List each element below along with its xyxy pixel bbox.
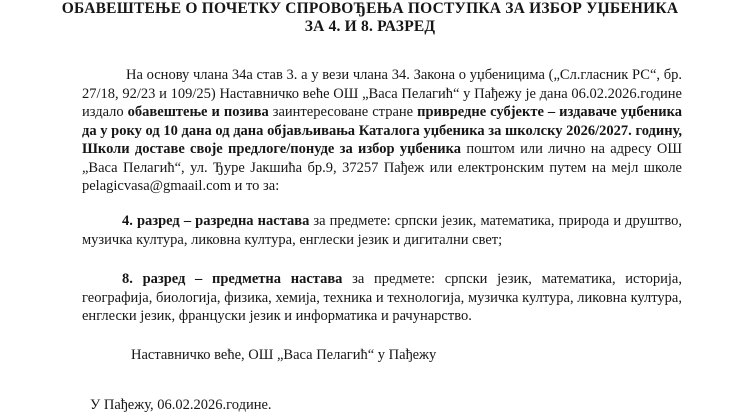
grade4-paragraph (82, 212, 682, 249)
grade8-paragraph (82, 270, 682, 326)
grade8-subjects: за предмете: српски језик, математика, историја, географија, биологија, физика, хемија, техника и технологија, музичка култура, ликовна култура, енглески језик, француски језик и информатика и рачунарство. (82, 271, 682, 324)
grade4-heading: 4. разред – разредна настава (122, 213, 310, 229)
intro-bold-2: привредне субјекте – издаваче уџбеника да у року од 10 дана од дана објављивања Каталога уџбеника за школску 2026/2027. годину, (82, 104, 682, 139)
document-title-line1: ОБАВЕШТЕЊЕ О ПОЧЕТКУ СПРОВОЂЕЊА ПОСТУПКА ЗА ИЗБОР УЏБЕНИКА (61, 0, 679, 17)
intro-text-4: поштом или лично на адресу ОШ „Васа Пелагић“, ул. Ђуре Јакшића бр.9, 37257 Пађеж или електронским путем на мејл школе pelagicvasa@gmaail.com и то за: (82, 141, 682, 194)
grade4-subjects: за предмете: српски језик, математика, природа и друштво, музичка култура, ликовна култура, енглески језик и дигитални свет; (82, 213, 682, 248)
intro-text-2: заинтересоване стране (268, 104, 418, 120)
intro-bold-1: обавештење и позива (127, 104, 269, 120)
signature-line: Наставничко веће, ОШ „Васа Пелагић“ у Пађежу (131, 347, 437, 363)
intro-bold-3: Школи доставе своје предлоге/понуде за избор уџбеника (82, 141, 462, 157)
intro-paragraph (82, 66, 682, 196)
intro-text-1: На основу члана 34а став 3. а у вези члана 34. Закона о уџбеницима („Сл.гласник РС“, бр. 27/18, 92/23 и 109/25) Наставничко веће ОШ „Васа Пелагић“ у Пађежу је дана 06.02.2026.године издало (82, 67, 682, 120)
grade8-heading: 8. разред – предметна настава (122, 271, 343, 287)
place-date-line: У Пађежу, 06.02.2026.године. (90, 397, 272, 413)
document-title-line2: ЗА 4. И 8. РАЗРЕД (304, 18, 436, 35)
